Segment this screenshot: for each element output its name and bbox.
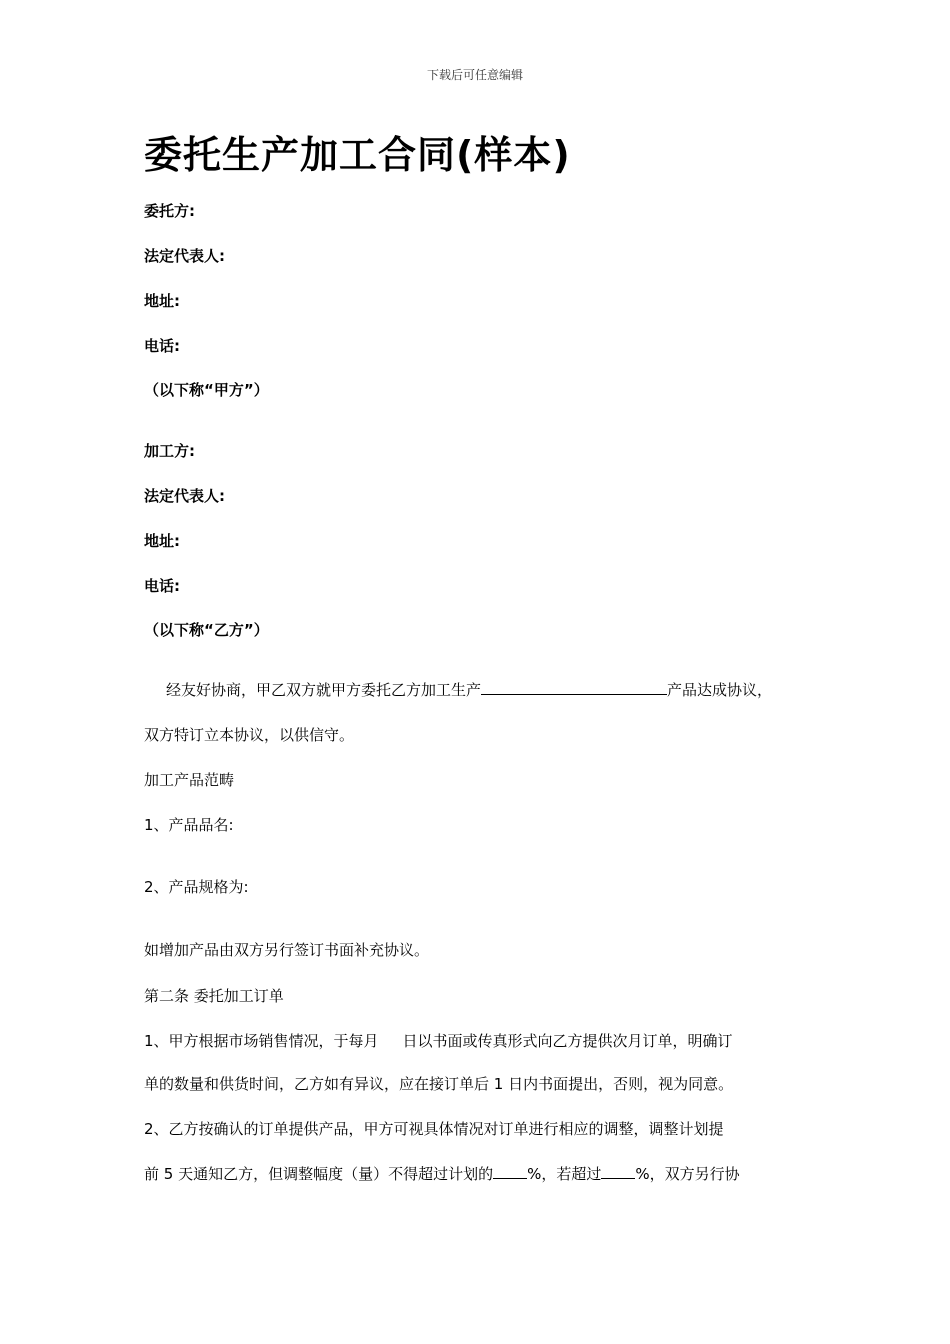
party-a-role-label: 委托方: xyxy=(144,202,195,220)
product-name-blank[interactable] xyxy=(481,680,667,695)
adjust-text-c: %，双方另行协 xyxy=(635,1165,740,1183)
adjust-text-b: %，若超过 xyxy=(527,1165,602,1183)
party-b-address-label: 地址: xyxy=(144,532,180,550)
section-1-heading: 加工产品范畴 xyxy=(144,771,235,789)
party-b-role-label: 加工方: xyxy=(144,442,195,460)
party-a-phone-label: 电话: xyxy=(144,337,180,355)
intro-line-2: 双方特订立本协议，以供信守。 xyxy=(144,726,355,744)
intro-text-before-blank: 经友好协商，甲乙双方就甲方委托乙方加工生产 xyxy=(166,681,482,699)
document-title: 委托生产加工合同(样本) xyxy=(144,133,571,177)
party-b-phone-label: 电话: xyxy=(144,577,180,595)
adjust-limit-blank[interactable] xyxy=(493,1164,527,1179)
order-day-text-after: 日以书面或传真形式向乙方提供次月订单，明确订 xyxy=(402,1032,733,1050)
section-1-item-1: 1、产品品名: xyxy=(144,816,234,834)
party-a-alias: （以下称“甲方”） xyxy=(144,381,269,399)
page-header-note: 下载后可任意编辑 xyxy=(426,68,523,82)
section-2-item-1-line-1 xyxy=(144,1030,733,1051)
intro-text-after-blank: 产品达成协议， xyxy=(667,681,773,699)
section-2-item-1-line-2: 单的数量和供货时间，乙方如有异议，应在接订单后 1 日内书面提出，否则，视为同意。 xyxy=(144,1075,734,1093)
section-2-item-2-line-2 xyxy=(144,1163,740,1184)
party-b-rep-label: 法定代表人: xyxy=(144,487,225,505)
section-2-heading: 第二条 委托加工订单 xyxy=(144,987,284,1005)
section-1-note: 如增加产品由双方另行签订书面补充协议。 xyxy=(144,941,430,959)
section-2-item-2-line-1: 2、乙方按确认的订单提供产品，甲方可视具体情况对订单进行相应的调整，调整计划提 xyxy=(144,1120,724,1138)
intro-line-1 xyxy=(166,679,772,700)
section-1-item-2: 2、产品规格为: xyxy=(144,878,249,896)
party-b-alias: （以下称“乙方”） xyxy=(144,621,269,639)
adjust-exceed-blank[interactable] xyxy=(601,1164,635,1179)
party-a-address-label: 地址: xyxy=(144,292,180,310)
order-day-text-before: 1、甲方根据市场销售情况，于每月 xyxy=(144,1032,379,1050)
adjust-text-a: 前 5 天通知乙方，但调整幅度（量）不得超过计划的 xyxy=(144,1165,494,1183)
party-a-rep-label: 法定代表人: xyxy=(144,247,225,265)
